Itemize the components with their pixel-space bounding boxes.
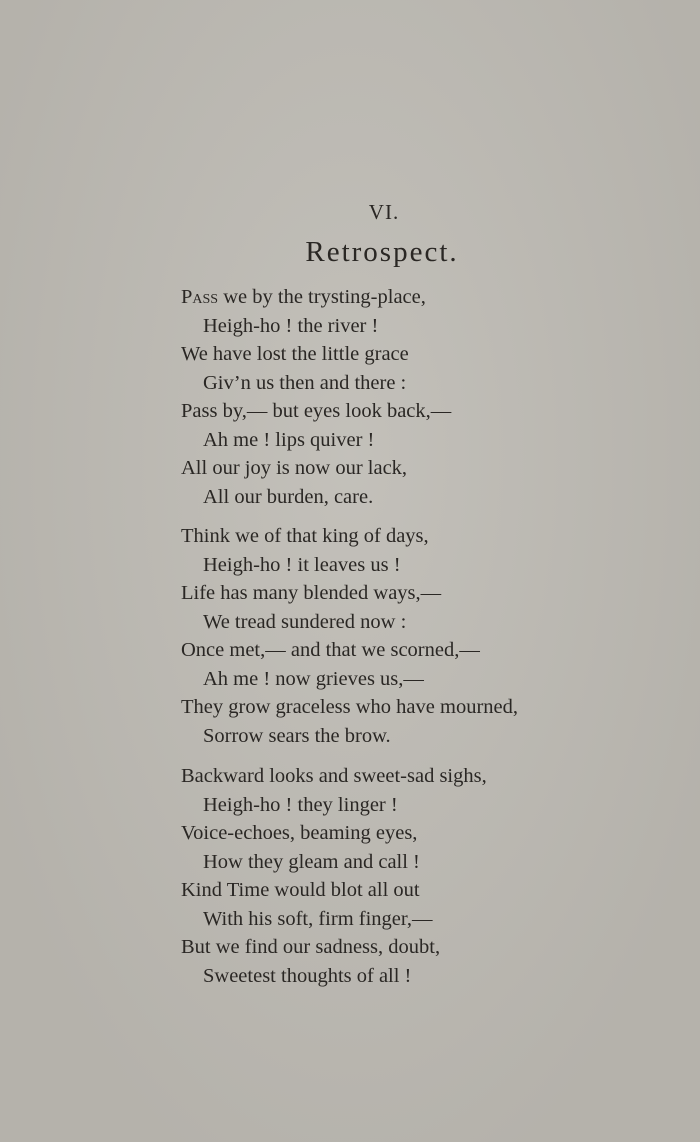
poem-line: Heigh-ho ! they linger ! xyxy=(203,793,398,816)
poem-line: Life has many blended ways,— xyxy=(181,582,442,604)
stanza-2 xyxy=(181,522,518,750)
drop-word: Pass xyxy=(181,286,219,308)
poem-line: Sorrow sears the brow. xyxy=(203,724,391,747)
section-number: VI. xyxy=(368,200,400,224)
poem-line: Voice-echoes, beaming eyes, xyxy=(181,822,418,844)
poem-line: Backward looks and sweet-sad sighs, xyxy=(181,765,487,787)
poem-line: Sweetest thoughts of all ! xyxy=(203,964,412,987)
poem-line: We tread sundered now : xyxy=(203,610,407,633)
poem-line: Once met,— and that we scorned,— xyxy=(181,639,480,661)
stanza-1 xyxy=(181,283,451,511)
poem-line: Heigh-ho ! the river ! xyxy=(203,314,379,337)
poem-line: Kind Time would blot all out xyxy=(181,879,420,901)
poem-line: With his soft, firm finger,— xyxy=(203,907,433,930)
poem-line: Pass by,— but eyes look back,— xyxy=(181,400,452,422)
poem-title: Retrospect. xyxy=(305,236,459,268)
poem-line: We have lost the little grace xyxy=(181,343,409,365)
poem-line: But we find our sadness, doubt, xyxy=(181,936,441,958)
poem-line: All our burden, care. xyxy=(203,485,374,508)
line-text: we by the trysting-place, xyxy=(218,286,426,308)
poem-line: All our joy is now our lack, xyxy=(181,457,408,479)
stanza-3 xyxy=(181,762,487,990)
poem-line: Heigh-ho ! it leaves us ! xyxy=(203,553,401,576)
poem-line: How they gleam and call ! xyxy=(203,850,420,873)
poem-line xyxy=(181,283,451,312)
poem-line: Think we of that king of days, xyxy=(181,525,429,547)
poem-line: Ah me ! lips quiver ! xyxy=(203,428,375,451)
poem-line: Giv’n us then and there : xyxy=(203,371,407,394)
poem-line: Ah me ! now grieves us,— xyxy=(203,667,424,690)
poem-line: They grow graceless who have mourned, xyxy=(181,696,518,718)
